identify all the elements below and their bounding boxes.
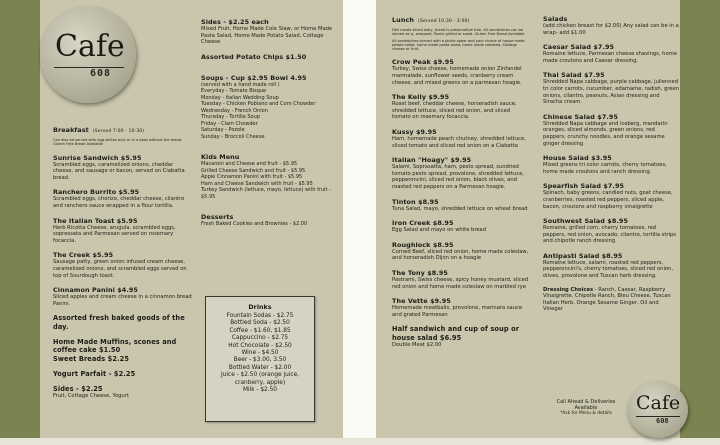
menu-section xyxy=(392,269,530,290)
sides-soups-kids-column xyxy=(201,18,343,235)
section-title: Desserts xyxy=(201,213,234,222)
section-heading xyxy=(53,188,193,196)
section-heading xyxy=(392,297,530,305)
menu-section xyxy=(201,18,343,46)
section-heading xyxy=(392,269,530,277)
item-description: Romaine lettuce, Parmesan cheese shavings, home made croutons and Caesar dressing. xyxy=(543,51,677,64)
menu-section xyxy=(53,286,193,307)
menu-section xyxy=(392,241,530,262)
menu-section xyxy=(392,219,530,234)
item-description: Homemade meatballs, provolone, marinara sauce and grated Parmesan xyxy=(392,305,523,318)
item-description: Shredded Napa cabbage and iceberg, mandarin oranges, sliced almonds, green onions, red peppers, crunchy noodles, and orange sesame ginger dressing xyxy=(543,120,668,147)
section-title: Crow Peak $9.95 xyxy=(392,58,454,67)
section-heading xyxy=(201,213,343,221)
call-ahead-note xyxy=(548,399,624,417)
item-description: Romaine, grilled corn, cherry tomatoes, red peppers, red onion, avocado, cilantro, tortilla strips and chipotle ranch dressing. xyxy=(543,225,676,245)
section-heading xyxy=(53,154,193,162)
drink-item: Wine - $4.50 xyxy=(241,350,279,357)
logo-number: 608 xyxy=(90,68,112,79)
item-description: Sliced apples and cream cheese in a cinnamon bread Panini. xyxy=(53,294,192,307)
section-heading xyxy=(53,314,193,331)
menu-line: Macaroni and Cheese and fruit - $5.95 xyxy=(201,161,298,168)
item-description: Egg Salad and mayo on white bread xyxy=(392,227,487,234)
section-heading xyxy=(53,217,193,225)
section-heading xyxy=(392,16,530,26)
section-hours: (Served 7:00 - 10:30) xyxy=(92,129,145,134)
menu-section xyxy=(543,182,679,210)
menu-section xyxy=(53,314,193,331)
drink-item: Milk - $2.50 xyxy=(243,387,277,394)
section-heading xyxy=(543,154,679,162)
menu-section xyxy=(392,198,530,213)
menu-section xyxy=(53,370,193,378)
drinks-list xyxy=(206,313,314,394)
menu-section xyxy=(201,53,343,61)
logo-number: 608 xyxy=(656,417,669,425)
menu-section xyxy=(201,74,343,141)
section-heading xyxy=(543,43,679,51)
section-title: Sides - $2.25 xyxy=(53,385,103,394)
menu-line: Apple Cinnamon Panini with fruit - $5.95 xyxy=(201,174,303,181)
section-hours: (Served 10:30 - 3:00) xyxy=(418,19,470,24)
section-title: Roughlock $8.95 xyxy=(392,240,454,249)
section-heading xyxy=(392,128,530,136)
menu-section xyxy=(543,217,679,245)
section-heading xyxy=(543,182,679,190)
menu-section xyxy=(392,156,530,190)
call-ahead-line: Call Ahead & Deliveries xyxy=(556,399,616,405)
breakfast-column xyxy=(53,126,193,407)
cafe-logo xyxy=(40,7,136,103)
item-description: Spinach, baby greens, candied nuts, goat cheese, cranberries, roasted red peppers, sliced apple, bacon, croutons and raspberry vinaigrette xyxy=(543,190,673,210)
section-title: Lunch xyxy=(392,16,415,24)
menu-line: Ham and Cheese Sandwich with fruit - $5.95 xyxy=(201,180,313,187)
menu-line: Sweet Breads $2.25 xyxy=(53,354,130,363)
section-heading xyxy=(392,198,530,206)
call-ahead-available: Available xyxy=(574,405,598,411)
section-title: Southwest Salad $8.95 xyxy=(543,217,629,226)
lunch-column xyxy=(392,16,530,356)
salads-column xyxy=(543,15,679,320)
section-title: Ranchero Burrito $5.95 xyxy=(53,188,140,197)
section-heading xyxy=(53,251,193,259)
section-title: Kids Menu xyxy=(201,153,240,162)
item-description: Salami, Soprasatta, ham, pesto spread, sundried tomato pesto spread, provolone, shredded lettuce, pepperoncini, sliced red onion, black olives, and roasted red peppers on a Parmesan hoagie. xyxy=(392,164,525,191)
section-title: Italian "Hoagy" $9.95 xyxy=(392,156,472,165)
section-title: Kussy $9.95 xyxy=(392,128,437,137)
section-heading xyxy=(543,71,679,79)
item-description: Pastrami, Swiss cheese, spicy honey mustard, sliced red onion and home made coleslaw on marbled rye xyxy=(392,276,529,290)
menu-line: Grilled Cheese Sandwich and fruit - $5.95 xyxy=(201,167,306,174)
item-description: Corned Beef, sliced red onion, home made coleslaw, and horseradish Dijon on a hoagie xyxy=(392,248,529,262)
drink-item: Juice - $2.50 (orange juice, xyxy=(221,372,299,379)
menu-section xyxy=(201,153,343,200)
item-description: Mixed Fruit, Home Made Cole Slaw, or Home Made Pasta Salad, Home Made Potato Salad, Cottage Cheese xyxy=(201,26,333,46)
menu-line: Sunday - Broccoli Cheese xyxy=(201,133,265,140)
menu-section xyxy=(53,338,193,363)
menu-line: Wednesday - French Onion xyxy=(201,107,268,114)
item-description: Fruit, Cottage Cheese, Yogurt xyxy=(53,393,129,400)
drink-item: Bottled Water - $2.00 xyxy=(228,364,292,371)
menu-section xyxy=(53,385,193,400)
menu-section xyxy=(543,71,679,105)
menu-line: Tuesday - Chicken Poblano and Corn Chowder xyxy=(201,101,316,108)
section-heading xyxy=(201,153,343,161)
section-title: The Vette $9.95 xyxy=(392,297,451,306)
menu-section xyxy=(53,188,193,209)
left-border-strip xyxy=(0,0,40,445)
drink-item: Coffee - $1.60, $1.85 xyxy=(229,327,291,334)
logo-cafe-text: Cafe xyxy=(55,29,125,64)
menu-section xyxy=(392,128,530,149)
section-title: Tinton $8.95 xyxy=(392,197,439,206)
item-description: Double Meat $2.00 xyxy=(392,341,442,348)
section-title: Half sandwich and cup of soup or house salad $6.95 xyxy=(392,325,520,342)
section-title: The Italian Toast $5.95 xyxy=(53,216,138,225)
item-description: Sausage patty, green onion infused cream cheese, caramelized onions, and scrambled eggs served on top of Sourdough toast. xyxy=(53,259,187,279)
fine-print: All sandwiches served with a pickle spear and your choice of house made potato salad, home made pasta salad, home made coleslaw, Cottage cheese or fruit. xyxy=(392,38,525,52)
menu-line: Monday - Italian Wedding Soup xyxy=(201,94,279,101)
cafe-logo-small xyxy=(628,382,688,438)
item-description: (add chicken breast for $2.00) Any salad can be in a wrap- add $1.00 xyxy=(543,23,679,36)
menu-line: Everyday - Tomato Bisque xyxy=(201,88,267,95)
section-heading xyxy=(201,53,343,61)
ask-for-details: *Ask for Menu & details xyxy=(560,411,612,416)
menu-line: Turkey Sandwich (lettuce, mayo, lettuce) with fruit - $5.95 xyxy=(201,187,331,200)
section-title: Assorted fresh baked goods of the day. xyxy=(53,314,185,331)
section-title: Yogurt Parfait - $2.25 xyxy=(53,369,136,378)
logo-cafe-text: Cafe xyxy=(636,392,681,414)
drink-item: Beer - $3.00, 3.50 xyxy=(233,357,287,364)
menu-section xyxy=(543,113,679,147)
section-title: Home Made Muffins, scones and coffee cake $1.50 xyxy=(53,337,177,355)
menu-section xyxy=(53,251,193,279)
section-title: Iron Creek $8.95 xyxy=(392,219,454,228)
drink-item: Bottled Soda - $2.50 xyxy=(230,320,290,327)
section-title: The Creek $5.95 xyxy=(53,251,114,260)
dressing-list: - Ranch, Caesar, Raspberry Vinaigrette, Chipotle Ranch, Bleu Cheese, Tuscan Italian Herb, Orange Sesame Ginger, Oil and Vinegar xyxy=(543,286,671,313)
item-description: Shredded Napa cabbage, purple cabbage, julienned tri color carrots, cucumber, edamame, radish, green onions, cilantro, peanuts, Asian dressing and Siracha cream. xyxy=(543,79,679,106)
menu-section xyxy=(543,15,679,36)
section-heading xyxy=(392,93,530,101)
section-heading xyxy=(201,18,343,26)
fine-print: Deli meats sliced daily, bread is preservative free. All sandwiches can be served as is, wrapped, Panini grilled or salad. Gluten Free Bread Available xyxy=(392,28,525,37)
menu-section xyxy=(392,297,530,318)
menu-line: Friday - Clam Chowder xyxy=(201,120,258,127)
section-heading xyxy=(392,156,530,164)
bottom-edge xyxy=(0,438,720,445)
logo-divider xyxy=(54,67,124,68)
section-heading xyxy=(53,286,193,294)
section-title: Caesar Salad $7.95 xyxy=(543,43,615,52)
item-description: Herb Ricotta Cheese, arugula, scrambled eggs, sopressata and Parmesan served on rosemary focaccia. xyxy=(53,224,176,244)
item-description: Mixed greens tri color carrots, cherry tomatoes, home made croutons and ranch dressing. xyxy=(543,162,667,175)
dressing-choices xyxy=(543,287,679,313)
section-heading xyxy=(543,113,679,121)
section-heading xyxy=(392,219,530,227)
section-heading xyxy=(201,74,343,82)
menu-line: (served with a hand made roll ) xyxy=(201,81,280,88)
section-title: Breakfast xyxy=(53,126,89,134)
section-heading xyxy=(543,252,679,260)
section-heading xyxy=(392,325,530,342)
menu-section xyxy=(543,43,679,64)
section-heading xyxy=(53,338,193,355)
item-description: Turkey, Swiss cheese, homemade onion Zinfandel marmalade, sunflower seeds, cranberry cream cheese, and mixed greens on a parmesan hoagie. xyxy=(392,66,522,86)
menu-section xyxy=(392,16,530,51)
dressing-label: Dressing Choices xyxy=(543,286,594,293)
section-title: House Salad $3.95 xyxy=(543,154,612,163)
section-title: Soups - Cup $2.95 Bowl 4.95 xyxy=(201,73,307,82)
section-title: Spearfish Salad $7.95 xyxy=(543,182,625,191)
drink-item: Cappuccino - $2.75 xyxy=(231,335,289,342)
section-title: Salads xyxy=(543,15,568,23)
section-title: Cinnamon Panini $4.95 xyxy=(53,286,138,295)
drink-item: Hot Chocolate - $2.50 xyxy=(228,342,292,349)
right-border-strip xyxy=(680,0,720,445)
section-heading xyxy=(543,217,679,225)
section-heading xyxy=(543,15,679,23)
item-description: Scrambled eggs, caramelized onions, cheddar cheese, and sausage or bacon, served on Ciabatta bread. xyxy=(53,161,185,181)
section-heading xyxy=(53,385,193,393)
drink-item: cranberry, apple) xyxy=(234,379,286,386)
menu-section xyxy=(53,217,193,245)
menu-section xyxy=(543,154,679,175)
section-title: The Tony $8.95 xyxy=(392,268,448,277)
menu-section xyxy=(201,213,343,228)
section-title: Thai Salad $7.95 xyxy=(543,71,605,80)
menu-section xyxy=(53,154,193,182)
menu-section xyxy=(53,126,193,147)
item-description: Ham, homemade peach chutney, shredded lettuce, sliced tomato and sliced red onion on a Ciabatta xyxy=(392,136,526,149)
menu-line: Thursday - Tortilla Soup xyxy=(201,114,260,121)
menu-line: Saturday - Pozole xyxy=(201,127,245,134)
menu-section xyxy=(543,252,679,280)
section-title: The Kelly $9.95 xyxy=(392,93,450,102)
section-title: Chinese Salad $7.95 xyxy=(543,112,619,121)
section-heading xyxy=(392,58,530,66)
section-title: Sides - $2.25 each xyxy=(201,18,269,26)
fine-print: Can also be served with egg whites only or in a bowl without the bread. Gluten Free Bread Available xyxy=(53,138,183,147)
item-description: Romaine lettuce, salami, roasted red peppers, pepperoncini's, cherry tomatoes, sliced red onion, olives, provolone and Tuscan herb dressing. xyxy=(543,259,673,280)
menu-section xyxy=(392,93,530,121)
drink-item: Fountain Sodas - $2.75 xyxy=(226,313,294,319)
menu-section xyxy=(392,325,530,348)
menu-section xyxy=(543,287,679,313)
menu-line: Fresh Baked Cookies and Brownies - $2.00 xyxy=(201,221,308,228)
section-title: Antipasti Salad $8.95 xyxy=(543,251,623,260)
menu-section xyxy=(392,58,530,86)
item-description: Scrambled eggs, chorizo, cheddar cheese, cilantro and ranchero sauce wrapped in a flour tortilla. xyxy=(53,196,185,209)
section-title: Assorted Potato Chips $1.50 xyxy=(201,52,307,61)
drinks-box xyxy=(205,296,315,422)
item-description: Roast beef, cheddar cheese, horseradish sauce, shredded lettuce, sliced red onion, and sliced tomato on rosemary focaccia. xyxy=(392,101,517,121)
section-heading xyxy=(53,370,193,378)
drinks-title: Drinks xyxy=(248,303,272,311)
item-description: Tuna Salad, mayo, shredded lettuce on wheat bread xyxy=(392,205,528,212)
section-heading xyxy=(392,241,530,249)
section-heading xyxy=(53,126,193,136)
section-title: Sunrise Sandwich $5.95 xyxy=(53,153,142,162)
